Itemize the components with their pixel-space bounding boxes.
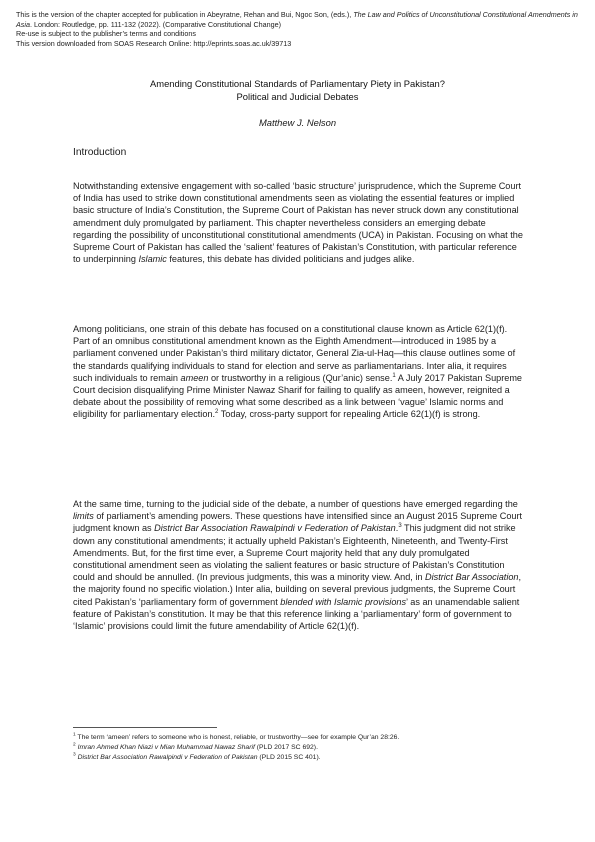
text-run: Today, cross-party support for repealing Article 62(1)(f) is strong. [218,409,481,420]
paragraph-1 [73,180,523,265]
italic-run: blended with Islamic provisions [280,596,407,607]
text-run: features, this debate has divided politicians and judges alike. [166,254,415,265]
section-heading: Introduction [73,147,127,158]
paragraph-2 [73,323,523,421]
footnotes [73,733,533,764]
footnote-3 [73,753,533,763]
italic-run: Islamic [138,254,167,265]
footnote-text: (PLD 2015 SC 401). [257,754,321,762]
chapter-title [0,77,595,103]
footnote-number: 2 [73,742,76,748]
text-run: . [395,523,399,534]
text-run: or trustworthy in a religious (Qur’anic) sense. [208,372,393,383]
footnote-number: 3 [73,753,76,759]
footnote-2 [73,743,533,753]
text-run: A July 2017 Pakistan Supreme Court decision disqualifying Prime Minister Nawaz Sharif for failing to qualify as ameen, however, reignited a debate about the possibility of removing what some described as a link between ‘vague’ Islamic norms and eligibility for parliamentary election. [73,372,523,420]
footnote-ref-3[interactable]: 3 [398,523,402,530]
italic-run: limits [73,511,94,522]
italic-run: District Bar Association Rawalpindi v Federation of Pakistan [154,523,396,534]
book-title: The Law and Politics of Unconstitutional Constitutional Amendments in Asia [16,10,578,29]
title-line-1: Amending Constitutional Standards of Parliamentary Piety in Pakistan? [150,78,445,89]
italic-run: District Bar Association [425,572,519,583]
download-source: This version downloaded from SOAS Research Online: http://eprints.soas.ac.uk/39713 [16,38,292,48]
text-run: , the majority found no specific violation.) Inter alia, building on several previous judgments, the Supreme Court cited Pakistan’s ‘parliamentary form of government [73,572,522,607]
text-run: At the same time, turning to the judicial side of the debate, a number of questions have emerged regarding the [73,499,518,509]
footnote-1 [73,733,533,743]
title-line-2: Political and Judicial Debates [236,91,359,103]
footnote-number: 1 [73,732,76,738]
author-name: Matthew J. Nelson [258,117,337,128]
case-name: District Bar Association Rawalpindi v Federation of Pakistan [77,754,258,762]
citation-line [16,10,581,29]
footnote-text: (PLD 2017 SC 692). [254,744,318,752]
case-name: Imran Ahmed Khan Niazi v Mian Muhammad Nawaz Sharif [77,744,255,752]
footnote-ref-1[interactable]: 1 [392,372,396,379]
citation-text: This is the version of the chapter accepted for publication in Abeyratne, Rehan and Bui, Ngoc Son, (eds.), [16,10,354,19]
footnote-text: The term ‘ameen’ refers to someone who is honest, reliable, or trustworthy—see for example Qur’an 28:26. [75,734,400,741]
text-run: Among politicians, one strain of this debate has focused on a constitutional clause known as Article 62(1)(f). Part of an omnibus constitutional amendment known as the Eighth Amendment—introduced in 1985 by a parliament convened under Pakistan’s third military dictator, General Zia-ul-Haq—this clause outlines some of the standards qualifying individuals to stand for election and serve as parliamentarians. Inter alia, it requires such individuals to remain [73,324,516,383]
footnote-ref-2[interactable]: 2 [215,409,219,416]
text-run: ’ as an unamendable salient feature of Pakistan’s constitution. It may be that this reference linking a ‘parliamentary’ form of government to ‘Islamic’ provisions could limit the future amendability of Article 62(1)(f). [73,596,520,632]
reuse-notice: Re-use is subject to the publisher’s terms and conditions [16,29,196,39]
footnote-divider [73,727,217,728]
repository-header [16,10,581,48]
paragraph-3 [73,498,523,632]
text-run: This judgment did not strike down any constitutional amendments; it actually upheld Pakistan’s Eighteenth, Nineteenth, and Twenty-First Amendments. But, for the first time ever, a Supreme Court majority held that any duly promulgated constitutional amendment seen as violating the salient features or basic structure of Pakistan’s Constitution could and should be annulled. (In previous judgments, this was a minority view. And, in [73,523,516,583]
text-run: Notwithstanding extensive engagement with so-called ‘basic structure’ jurisprudence, which the Supreme Court of India has used to strike down constitutional amendments seen as violating the essential features or implied basic structure of India’s Constitution, the Supreme Court of Pakistan has never struck down any constitutional amendment duly promulgated by parliament. This chapter nevertheless considers an emerging debate regarding the possibility of unconstitutional constitutional amendments (UCA) in Pakistan. Focusing on what the Supreme Court of Pakistan has called the ‘salient’ features of Pakistan’s Constitution, with particular reference to underpinning [73,181,523,265]
text-run: of parliament’s amending powers. These questions have intensified since an August 2015 Supreme Court judgment known as [73,511,523,534]
citation-text-end: . London: Routledge, pp. 111-132 (2022). (Comparative Constitutional Change) [29,19,282,29]
italic-run: ameen [180,372,209,383]
